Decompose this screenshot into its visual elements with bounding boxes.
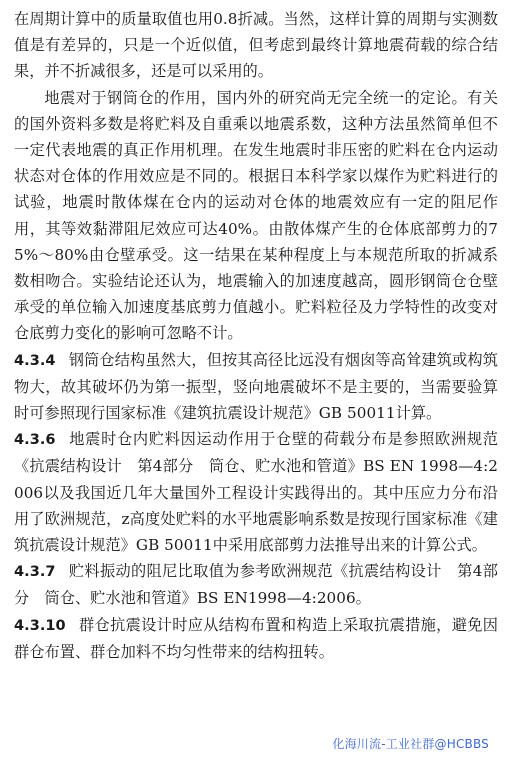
paragraph-text: 群仓抗震设计时应从结构布置和构造上采取抗震措施，避免因群仓布置、群仓加料不均匀性带来的结构扭转。 [14,615,498,661]
clause-number: 4.3.10 [14,617,66,634]
clause-number: 4.3.7 [14,564,56,581]
clause-4-3-7-paragraph [14,558,498,611]
clause-number: 4.3.6 [14,432,56,449]
clause-4-3-6-paragraph [14,426,498,558]
document-page [14,6,498,665]
paragraph-text: 在周期计算中的质量取值也用0.8折减。当然，这样计算的周期与实测数值是有差异的，只是一个近似值，但考虑到最终计算地震荷载的综合结果，并不折减很多，还是可以采用的。 [14,10,498,81]
watermark-text: 化海川流-工业社群@HCBBS [332,737,489,751]
clause-4-3-4-paragraph [14,347,498,427]
clause-number: 4.3.4 [14,352,56,369]
paragraph-text: 地震对于钢筒仓的作用，国内外的研究尚无完全统一的定论。有关的国外资料多数是将贮料及自重乘以地震系数，这种方法虽然简单但不一定代表地震的真正作用机理。在发生地震时非压密的贮料在仓内运动状态对仓体的作用效应是不同的。根据日本科学家以煤作为贮料进行的试验，地震时散体煤在仓内的运动对仓体的地震效应有一定的阻尼作用，其等效黏滞阻尼效应可达40%。由散体煤产生的仓体底部剪力的75%～80%由仓壁承受。这一结果在某种程度上与本规范所取的折减系数相吻合。实验结论还认为，地震输入的加速度越高，圆形钢筒仓仓壁承受的单位输入加速度基底剪力值越小。贮料粒径及力学特性的改变对仓底剪力变化的影响可忽略不计。 [14,88,498,343]
clause-4-3-10-paragraph [14,612,498,665]
paragraph-text: 贮料振动的阻尼比取值为参考欧洲规范《抗震结构设计 第4部分 筒仓、贮水池和管道》BS EN1998—4:2006。 [14,562,498,608]
continuation-paragraph [14,6,498,85]
paragraph-text: 地震时仓内贮料因运动作用于仓壁的荷载分布是参照欧洲规范《抗震结构设计 第4部分 筒仓、贮水池和管道》BS EN 1998—4:2006以及我国近几年大量国外工程设计实践得出的。其中压应力分布沿用了欧洲规范，z高度处贮料的水平地震影响系数是按现行国家标准《建筑抗震设计规范》GB 50011中采用底部剪力法推导出来的计算公式。 [14,430,498,555]
paragraph-text: 钢筒仓结构虽然大，但按其高径比远没有烟囱等高耸建筑或构筑物大，故其破坏仍为第一振型，竖向地震破坏不是主要的，当需要验算时可参照现行国家标准《建筑抗震设计规范》GB 50011计算。 [14,350,498,423]
silo-seismic-paragraph [14,85,498,347]
